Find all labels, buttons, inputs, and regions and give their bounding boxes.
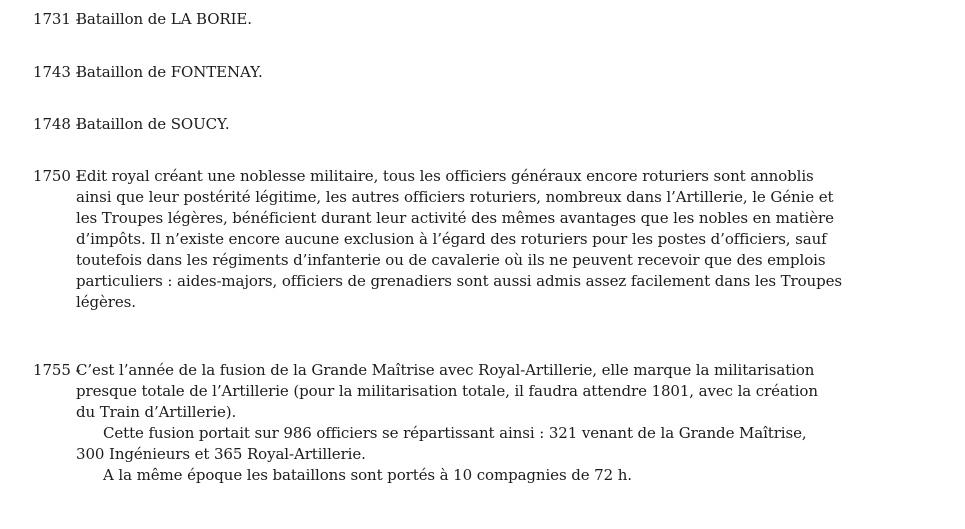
text-line: A la même époque les bataillons sont portés à 10 compagnies de 72 h. (103, 466, 632, 484)
entry-text (76, 114, 936, 135)
entry-year: 1731 - (33, 10, 81, 28)
entry-year: 1743 - (33, 63, 81, 81)
text-line: Cette fusion portait sur 986 officiers se répartissant ainsi : 321 venant de la Grande Maîtrise, (103, 424, 807, 442)
text-line: ainsi que leur postérité légitime, les autres officiers roturiers, nombreux dans l’Artillerie, le Génie et (76, 188, 834, 206)
entry-text (76, 62, 936, 83)
text-line: légères. (76, 293, 136, 311)
text-line: Bataillon de SOUCY. (76, 115, 230, 133)
text-line: les Troupes légères, bénéficient durant leur activité des mêmes avantages que les nobles en matière (76, 209, 834, 227)
entry-year: 1748 - (33, 115, 81, 133)
entry-text (76, 9, 936, 30)
text-line: C’est l’année de la fusion de la Grande Maîtrise avec Royal-Artillerie, elle marque la militarisation (76, 361, 815, 379)
text-line: presque totale de l’Artillerie (pour la militarisation totale, il faudra attendre 1801, avec la création (76, 382, 818, 400)
text-line: du Train d’Artillerie). (76, 403, 237, 421)
entry-year: 1755 - (33, 361, 81, 379)
text-line: Bataillon de FONTENAY. (76, 63, 263, 81)
text-line: particuliers : aides-majors, officiers de grenadiers sont aussi admis assez facilement dans les Troupes (76, 272, 842, 290)
entry-year: 1750 - (33, 167, 81, 185)
text-line: Bataillon de LA BORIE. (76, 10, 252, 28)
entry-text (76, 360, 936, 486)
text-line: Edit royal créant une noblesse militaire, tous les officiers généraux encore roturiers sont annoblis (76, 167, 814, 185)
entry-text (76, 166, 936, 313)
text-line: d’impôts. Il n’existe encore aucune exclusion à l’égard des roturiers pour les postes d’officiers, sauf (76, 230, 827, 248)
text-line: 300 Ingénieurs et 365 Royal-Artillerie. (76, 445, 366, 463)
text-line: toutefois dans les régiments d’infanterie ou de cavalerie où ils ne peuvent recevoir que des emplois (76, 251, 826, 269)
